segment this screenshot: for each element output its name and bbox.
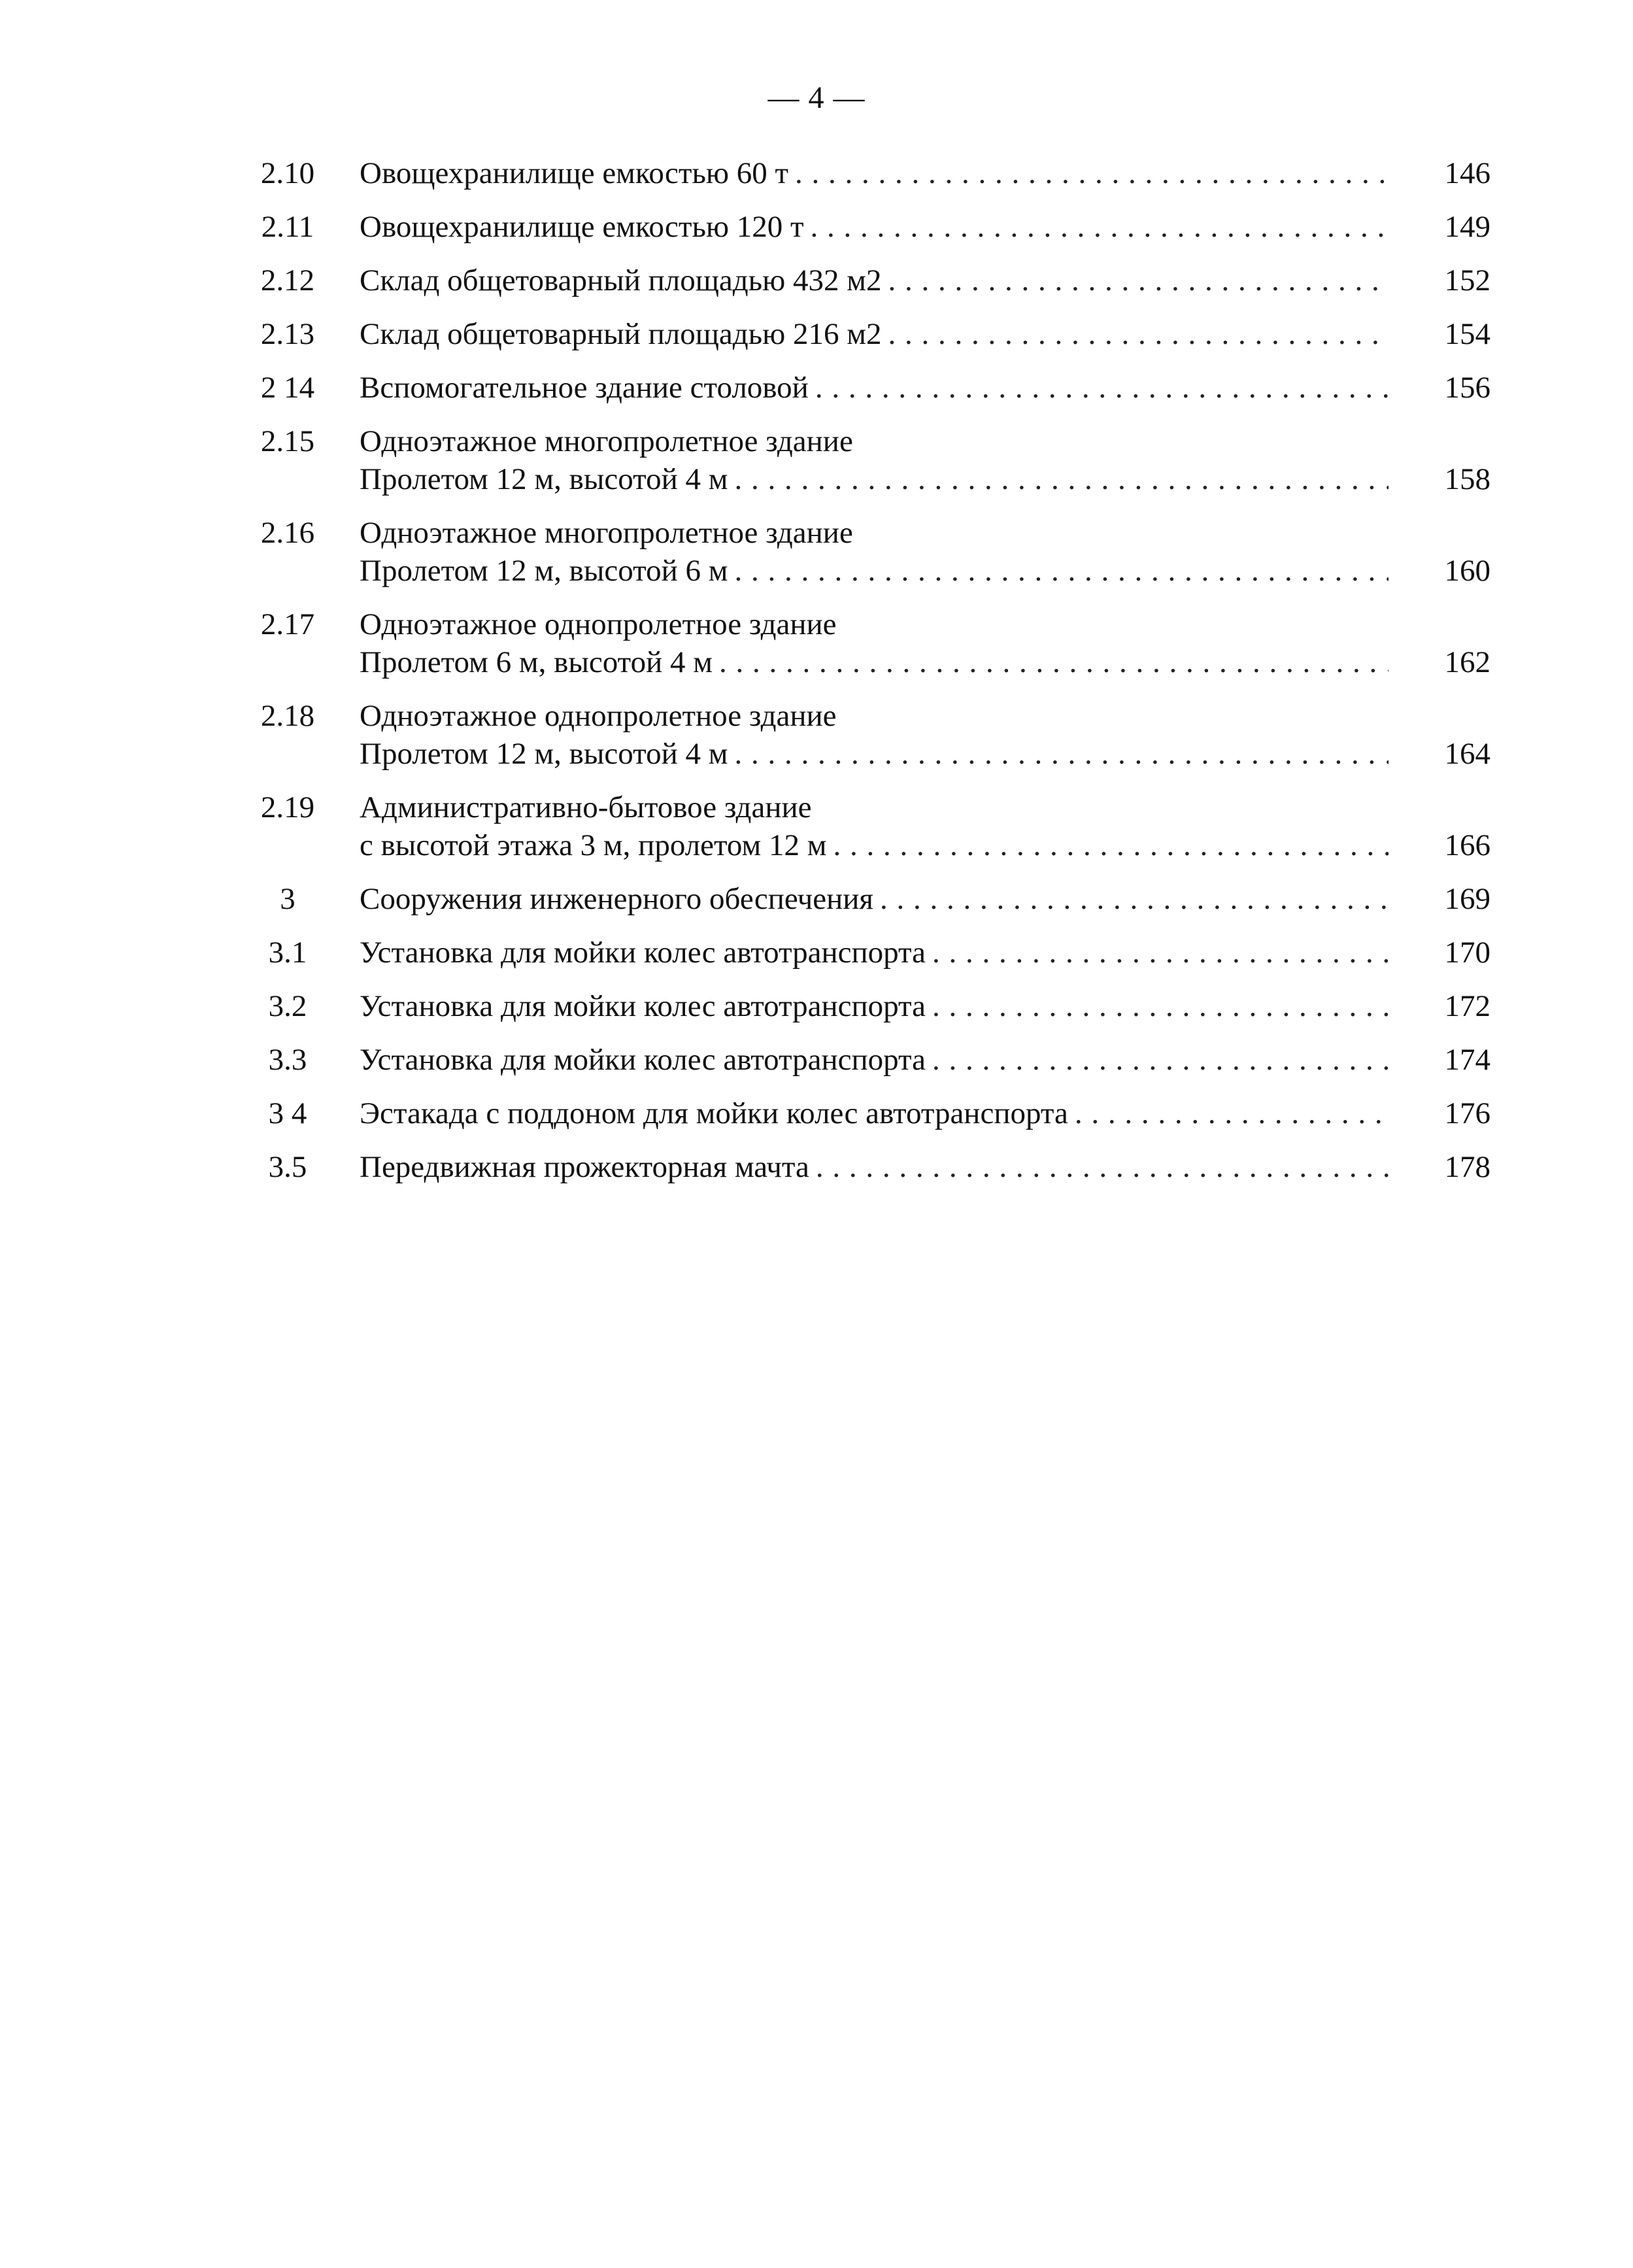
toc-entry-number: 2.19 (260, 790, 315, 824)
toc-entry (248, 154, 1490, 208)
toc-title-line (360, 1094, 1392, 1132)
toc-title-line (360, 934, 1392, 972)
toc-entry-title (360, 880, 1392, 918)
toc-entry (248, 422, 1490, 514)
toc-entry-number: 3 4 (268, 1096, 307, 1130)
toc-entry-number: 3.3 (268, 1043, 307, 1077)
toc-title-text: Овощехранилище емкостью 120 т (360, 210, 804, 244)
toc-title-line (360, 422, 1392, 460)
toc-entry-title (360, 208, 1392, 246)
toc-title-line (360, 987, 1392, 1025)
toc-entry (248, 514, 1490, 605)
toc-entry-title (360, 934, 1392, 972)
toc-entry (248, 788, 1490, 880)
toc-entry-title (360, 1148, 1392, 1186)
toc-entry (248, 605, 1490, 697)
toc-title-text: Установка для мойки колес автотранспорта (360, 1043, 926, 1077)
toc-entry-page: 169 (1444, 882, 1490, 916)
toc-entry (248, 697, 1490, 788)
toc-title-line (360, 735, 1392, 773)
toc-entry-number: 2.13 (260, 317, 315, 351)
toc-entry (248, 1148, 1490, 1202)
toc-entry-page: 166 (1444, 828, 1490, 862)
toc-title-line (360, 315, 1392, 353)
toc-entry-number: 3 (280, 882, 295, 916)
dot-leader (880, 880, 1389, 918)
toc-entry (248, 369, 1490, 422)
toc-entry-title (360, 1041, 1392, 1079)
toc-entry-title (360, 788, 1392, 864)
toc-title-text: Пролетом 12 м, высотой 6 м (360, 554, 728, 588)
toc-entry-title (360, 369, 1392, 407)
toc-title-text: Одноэтажное однопролетное здание (360, 607, 837, 641)
toc-entry-page: 176 (1444, 1096, 1490, 1130)
toc-entry-number: 3.5 (268, 1150, 307, 1184)
toc-title-line (360, 514, 1392, 552)
toc-title-line (360, 880, 1392, 918)
toc-entry (248, 1041, 1490, 1094)
table-of-contents (248, 154, 1490, 1202)
dot-leader (932, 987, 1389, 1025)
toc-title-text: Административно-бытовое здание (360, 790, 812, 824)
toc-title-line (360, 208, 1392, 246)
toc-title-text: Склад общетоварный площадью 216 м2 (360, 317, 882, 351)
toc-entry-page: 154 (1444, 317, 1490, 351)
toc-title-text: Вспомогательное здание столовой (360, 371, 809, 405)
toc-title-text: Сооружения инженерного обеспечения (360, 882, 873, 916)
toc-title-text: Установка для мойки колес автотранспорта (360, 989, 926, 1023)
dot-leader (816, 1148, 1389, 1186)
dot-leader (932, 934, 1389, 972)
dot-leader (888, 262, 1389, 299)
toc-title-text: Одноэтажное однопролетное здание (360, 699, 837, 733)
toc-entry-title (360, 422, 1392, 498)
toc-title-text: Пролетом 6 м, высотой 4 м (360, 645, 713, 679)
toc-title-text: Эстакада с поддоном для мойки колес автотранспорта (360, 1096, 1068, 1130)
toc-entry-page: 178 (1444, 1150, 1490, 1184)
dot-leader (734, 735, 1389, 773)
toc-title-line (360, 788, 1392, 826)
toc-entry-number: 2.11 (261, 210, 314, 244)
toc-title-line (360, 369, 1392, 407)
toc-entry-page: 170 (1444, 936, 1490, 970)
toc-entry (248, 1094, 1490, 1148)
page-number: — 4 — (767, 80, 866, 115)
toc-entry-page: 174 (1444, 1043, 1490, 1077)
dot-leader (734, 460, 1389, 498)
toc-title-text: Одноэтажное многопролетное здание (360, 424, 853, 458)
toc-title-line (360, 697, 1392, 735)
toc-entry-page: 160 (1444, 554, 1490, 588)
toc-title-text: Передвижная прожекторная мачта (360, 1150, 809, 1184)
toc-entry-number: 2.10 (260, 156, 315, 190)
toc-title-text: Овощехранилище емкостью 60 т (360, 156, 789, 190)
toc-entry-number: 2 14 (260, 371, 315, 405)
toc-title-text: Одноэтажное многопролетное здание (360, 516, 853, 550)
toc-entry (248, 880, 1490, 934)
toc-entry-number: 2.12 (260, 263, 315, 297)
toc-entry-page: 146 (1444, 156, 1490, 190)
toc-entry (248, 934, 1490, 987)
toc-entry-number: 3.1 (268, 936, 307, 970)
toc-title-text: Склад общетоварный площадью 432 м2 (360, 263, 882, 297)
dot-leader (833, 826, 1389, 864)
toc-title-line (360, 1148, 1392, 1186)
dot-leader (811, 208, 1389, 246)
toc-entry-number: 2.18 (260, 699, 315, 733)
dot-leader (795, 154, 1389, 192)
toc-entry-page: 164 (1444, 737, 1490, 771)
dot-leader (719, 643, 1389, 681)
toc-entry-number: 2.16 (260, 516, 315, 550)
toc-entry (248, 262, 1490, 315)
toc-title-text: с высотой этажа 3 м, пролетом 12 м (360, 828, 827, 862)
toc-title-line (360, 552, 1392, 590)
toc-title-line (360, 460, 1392, 498)
dot-leader (734, 552, 1389, 590)
toc-title-line (360, 154, 1392, 192)
toc-entry-title (360, 315, 1392, 353)
toc-entry-page: 156 (1444, 371, 1490, 405)
toc-entry-page: 152 (1444, 263, 1490, 297)
toc-entry-title (360, 697, 1392, 773)
dot-leader (1075, 1094, 1389, 1132)
toc-entry-title (360, 987, 1392, 1025)
toc-entry-page: 172 (1444, 989, 1490, 1023)
toc-entry-title (360, 605, 1392, 681)
toc-title-line (360, 262, 1392, 299)
toc-title-line (360, 605, 1392, 643)
toc-title-text: Установка для мойки колес автотранспорта (360, 936, 926, 970)
toc-entry-title (360, 262, 1392, 299)
toc-entry-number: 2.17 (260, 607, 315, 641)
toc-title-line (360, 1041, 1392, 1079)
toc-entry-page: 162 (1444, 645, 1490, 679)
dot-leader (932, 1041, 1389, 1079)
dot-leader (888, 315, 1389, 353)
dot-leader (815, 369, 1389, 407)
toc-entry-number: 3.2 (268, 989, 307, 1023)
toc-title-line (360, 826, 1392, 864)
toc-entry-title (360, 514, 1392, 590)
toc-entry (248, 208, 1490, 262)
toc-entry-page: 149 (1444, 210, 1490, 244)
toc-entry (248, 987, 1490, 1041)
toc-entry (248, 315, 1490, 369)
toc-title-text: Пролетом 12 м, высотой 4 м (360, 737, 728, 771)
toc-entry-page: 158 (1444, 462, 1490, 496)
toc-title-line (360, 643, 1392, 681)
toc-entry-title (360, 154, 1392, 192)
toc-entry-title (360, 1094, 1392, 1132)
toc-entry-number: 2.15 (260, 424, 315, 458)
toc-title-text: Пролетом 12 м, высотой 4 м (360, 462, 728, 496)
